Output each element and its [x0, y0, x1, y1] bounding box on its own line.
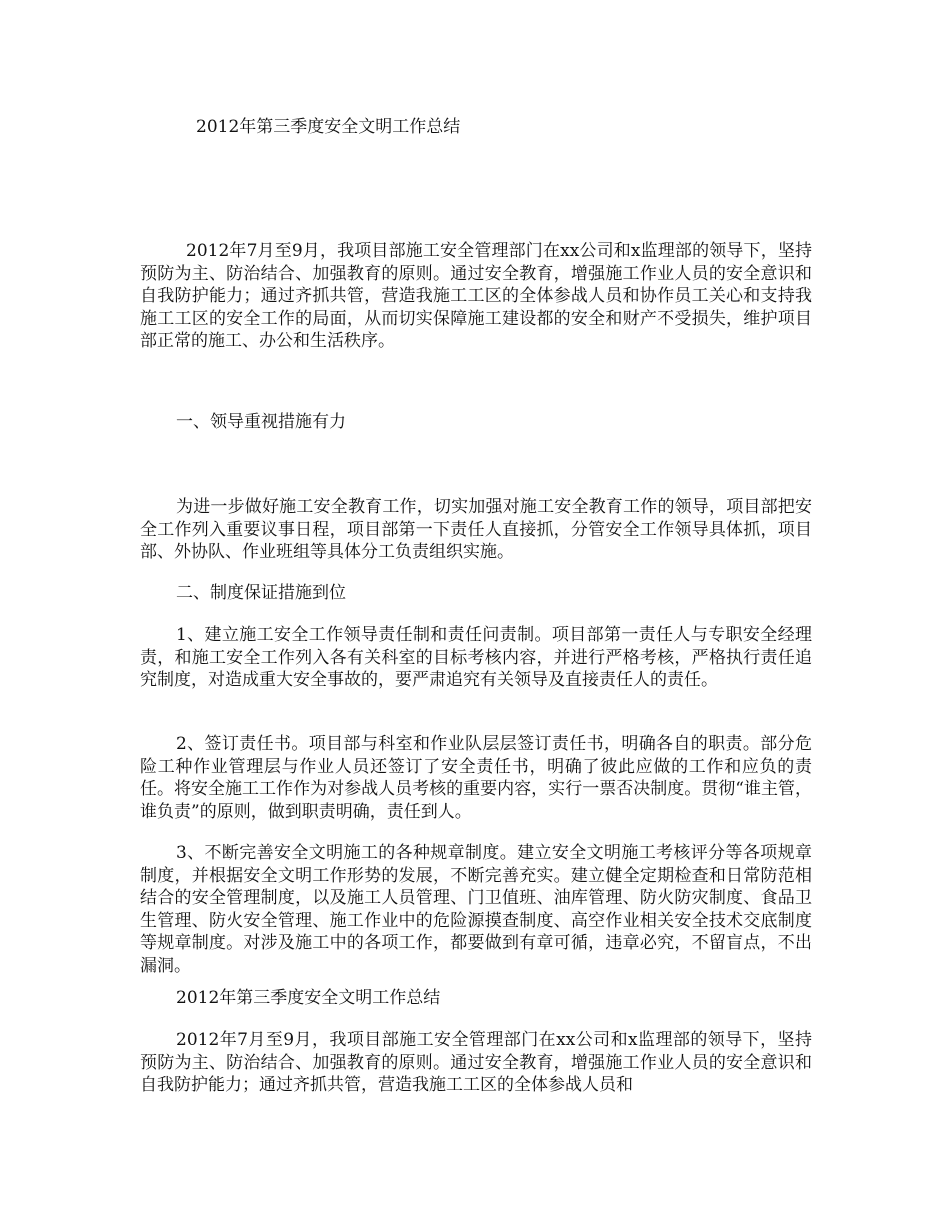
section-2-item-2: 2、签订责任书。项目部与科室和作业队层层签订责任书，明确各自的职责。部分危险工种作业管理层与作业人员还签订了安全责任书，明确了彼此应做的工作和应负的责任。将安全施工工作作为对参战人员考核的重要内容，实行一票否决制度。贯彻“谁主管，谁负责”的原则，做到职责明确，责任到人。: [140, 734, 812, 822]
intro-paragraph: 2012年7月至9月，我项目部施工安全管理部门在xx公司和x监理部的领导下，坚持预防为主、防治结合、加强教育的原则。通过安全教育，增强施工作业人员的安全意识和自我防护能力；通过齐抓共管，营造我施工工区的全体参战人员和协作员工关心和支持我施工工区的安全工作的局面，从而切实保障施工建设都的安全和财产不受损失，维护项目部正常的施工、办公和生活秩序。: [140, 241, 813, 352]
section-2-heading: 二、制度保证措施到位: [176, 583, 346, 603]
repeated-intro-paragraph: 2012年7月至9月，我项目部施工安全管理部门在xx公司和x监理部的领导下，坚持预防为主、防治结合、加强教育的原则。通过安全教育，增强施工作业人员的安全意识和自我防护能力；通过齐抓共管，营造我施工工区的全体参战人员和: [140, 1030, 813, 1096]
section-2-item-3: 3、不断完善安全文明施工的各种规章制度。建立安全文明施工考核评分等各项规章制度，并根据安全文明工作形势的发展，不断完善充实。建立健全定期检查和日常防范相结合的安全管理制度，以及施工人员管理、门卫值班、油库管理、防火防灾制度、食品卫生管理、防火安全管理、施工作业中的危险源摸查制度、高空作业相关安全技术交底制度等规章制度。对涉及施工中的各项工作，都要做到有章可循，违章必究，不留盲点，不出漏洞。: [140, 843, 812, 976]
document-title: 2012年第三季度安全文明工作总结: [196, 117, 461, 137]
section-1-heading: 一、领导重视措施有力: [176, 412, 346, 432]
section-1-paragraph: 为进一步做好施工安全教育工作，切实加强对施工安全教育工作的领导，项目部把安全工作列入重要议事日程，项目部第一下责任人直接抓，分管安全工作领导具体抓，项目部、外协队、作业班组等具体分工负责组织实施。: [140, 497, 812, 563]
repeated-title: 2012年第三季度安全文明工作总结: [176, 988, 441, 1008]
section-2-item-1: 1、建立施工安全工作领导责任制和责任问责制。项目部第一责任人与专职安全经理责，和施工安全工作列入各有关科室的目标考核内容，并进行严格考核，严格执行责任追究制度，对造成重大安全事故的，要严肃追究有关领导及直接责任人的责任。: [140, 625, 812, 691]
